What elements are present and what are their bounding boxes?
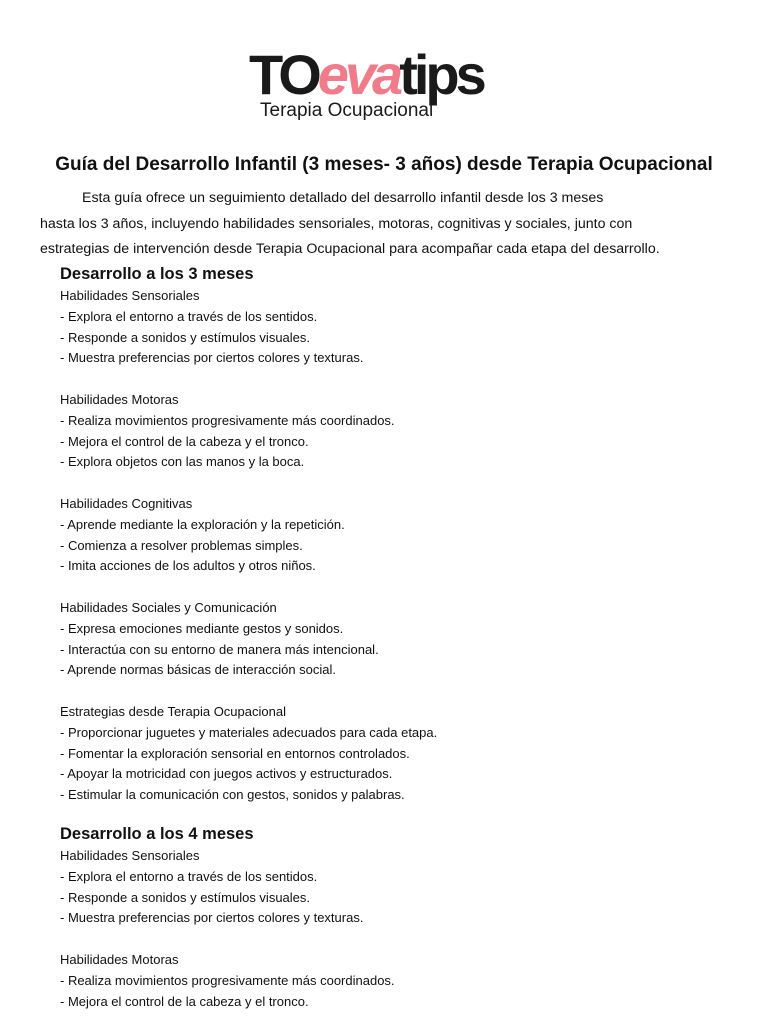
group-title: Habilidades Motoras [60,951,179,967]
content [60,262,740,1012]
list-item: - Aprende normas básicas de interacción social. [60,662,337,678]
list-item: - Muestra preferencias por ciertos colores y texturas. [60,350,364,366]
section [60,822,740,1012]
page-title: Guía del Desarrollo Infantil (3 meses- 3 años) desde Terapia Ocupacional [55,154,713,175]
section-title: Desarrollo a los 4 meses [60,824,254,843]
list-item: - Responde a sonidos y estímulos visuales. [60,329,311,345]
group [60,390,740,473]
group-title: Habilidades Motoras [60,391,179,407]
logo-part-tips: tips [399,46,483,106]
list-item: - Estimular la comunicación con gestos, sonidos y palabras. [60,787,405,803]
logo-part-to: TO [249,46,318,106]
list-item: - Explora el entorno a través de los sentidos. [60,308,318,324]
logo-text [249,46,485,106]
logo-part-eva: eva [317,46,400,106]
list-item: - Realiza movimientos progresivamente más coordinados. [60,972,395,988]
group [60,598,740,681]
intro-paragraph [40,186,729,263]
section-title: Desarrollo a los 3 meses [60,265,254,283]
list-item: - Explora objetos con las manos y la boca. [60,454,305,470]
list-item: - Imita acciones de los adultos y otros niños. [60,558,316,574]
list-item: - Apoyar la motricidad con juegos activos y estructurados. [60,766,393,782]
group-title: Habilidades Sensoriales [60,847,200,863]
group-title: Habilidades Sensoriales [60,288,200,303]
intro-line: hasta los 3 años, incluyendo habilidades sensoriales, motoras, cognitivas y sociales, junto con [40,215,633,232]
list-item: - Explora el entorno a través de los sentidos. [60,868,318,884]
group [60,846,740,929]
list-item: - Mejora el control de la cabeza y el tronco. [60,993,309,1009]
list-item: - Mejora el control de la cabeza y el tronco. [60,433,309,449]
list-item: - Aprende mediante la exploración y la repetición. [60,516,345,532]
intro-line: estrategias de intervención desde Terapia Ocupacional para acompañar cada etapa del desarrollo. [40,241,660,257]
group [60,494,740,577]
list-item: - Interactúa con su entorno de manera más intencional. [60,641,379,657]
list-item: - Proporcionar juguetes y materiales adecuados para cada etapa. [60,724,438,740]
logo-tagline: Terapia Ocupacional [260,100,434,121]
toevatips-logo [249,46,521,122]
group [60,702,740,806]
list-item: - Fomentar la exploración sensorial en entornos controlados. [60,745,410,761]
list-item: - Responde a sonidos y estímulos visuales. [60,889,311,905]
group-title: Habilidades Cognitivas [60,495,193,511]
group-title: Habilidades Sociales y Comunicación [60,599,277,615]
logo [249,46,521,122]
group [60,950,740,1012]
list-item: - Comienza a resolver problemas simples. [60,537,303,553]
list-item: - Muestra preferencias por ciertos colores y texturas. [60,910,364,926]
section [60,262,740,806]
list-item: - Expresa emociones mediante gestos y sonidos. [60,620,344,636]
intro-line: Esta guía ofrece un seguimiento detallado del desarrollo infantil desde los 3 meses [82,190,604,206]
group-title: Estrategias desde Terapia Ocupacional [60,703,286,719]
group [60,286,740,369]
list-item: - Realiza movimientos progresivamente más coordinados. [60,412,395,428]
